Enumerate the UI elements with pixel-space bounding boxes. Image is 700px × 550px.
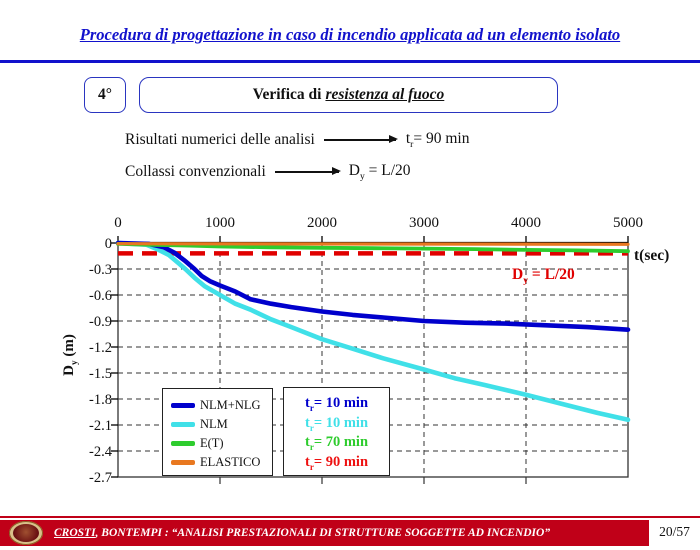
x-tick-label: 2000 bbox=[307, 215, 337, 231]
arrow-right-icon bbox=[275, 171, 339, 173]
y-tick-label: -0.6 bbox=[89, 288, 112, 304]
y-axis-label: $D_y$ (m) bbox=[61, 334, 80, 376]
legend-item bbox=[163, 415, 272, 434]
collapse-label: Collassi convenzionali bbox=[125, 163, 266, 181]
y-tick-label: -2.7 bbox=[89, 470, 112, 486]
legend-line-swatch bbox=[171, 460, 195, 465]
title-divider bbox=[0, 60, 700, 63]
legend-series-name: NLM+NLG bbox=[200, 398, 261, 412]
x-tick-label: 0 bbox=[114, 215, 122, 231]
footer-author: CROSTI bbox=[54, 527, 96, 539]
verification-prefix: Verifica di bbox=[252, 86, 322, 103]
time-legend-item: $t_r= 10$ min bbox=[304, 395, 369, 413]
y-tick-label: -1.8 bbox=[89, 392, 112, 408]
time-legend bbox=[283, 387, 390, 476]
time-legend-item: $t_r= 90$ min bbox=[304, 453, 369, 472]
step-number-box bbox=[84, 77, 126, 113]
y-tick-label: -1.5 bbox=[89, 366, 112, 382]
legend-line-swatch bbox=[171, 403, 195, 408]
x-tick-label: 5000 bbox=[613, 215, 643, 231]
results-label: Risultati numerici delle analisi bbox=[125, 131, 315, 149]
results-value: $t_r= 90$ min bbox=[405, 130, 470, 151]
footer-citation bbox=[54, 520, 550, 546]
collapse-value: $D_y = L/20$ bbox=[348, 162, 411, 183]
verification-emphasis: resistenza al fuoco bbox=[325, 86, 445, 103]
y-tick-label: -0.9 bbox=[89, 314, 112, 330]
y-tick-label: -1.2 bbox=[89, 340, 112, 356]
legend-line-swatch bbox=[171, 441, 195, 446]
page-number: 20/57 bbox=[649, 518, 700, 546]
university-seal-logo bbox=[9, 521, 43, 545]
legend-line-swatch bbox=[171, 422, 195, 427]
seal-inner bbox=[13, 524, 39, 542]
verification-box bbox=[139, 77, 558, 113]
x-axis-title: t(sec) bbox=[634, 247, 670, 264]
step-number: 4° bbox=[98, 86, 112, 103]
intro-line-collapse bbox=[125, 162, 411, 182]
time-legend-item: $t_r= 70$ min bbox=[304, 434, 369, 452]
arrow-right-icon bbox=[324, 139, 396, 141]
series-legend bbox=[162, 388, 273, 476]
time-legend-item: $t_r= 10$ min bbox=[304, 414, 369, 433]
footer-top-line bbox=[0, 516, 700, 518]
y-tick-label: 0 bbox=[104, 236, 112, 252]
intro-line-results bbox=[125, 130, 469, 150]
legend-item bbox=[163, 434, 272, 453]
series-NLM+NLG bbox=[118, 243, 628, 330]
legend-item bbox=[163, 453, 272, 472]
y-tick-label: -2.4 bbox=[89, 444, 112, 460]
y-tick-label: -0.3 bbox=[89, 262, 112, 278]
x-tick-label: 4000 bbox=[511, 215, 541, 231]
legend-series-name: E(T) bbox=[200, 436, 224, 450]
legend-series-name: ELASTICO bbox=[200, 455, 261, 469]
series-ELASTICO bbox=[118, 244, 628, 245]
y-tick-label: -2.1 bbox=[89, 418, 112, 434]
threshold-label: $D_y = L/20$ bbox=[512, 266, 575, 287]
x-tick-label: 3000 bbox=[409, 215, 439, 231]
legend-series-name: NLM bbox=[200, 417, 228, 431]
footer-citation-rest: , BONTEMPI : “ANALISI PRESTAZIONALI DI STRUTTURE SOGGETTE AD INCENDIO” bbox=[95, 527, 551, 539]
x-tick-label: 1000 bbox=[205, 215, 235, 231]
page-title: Procedura di progettazione in caso di incendio applicata ad un elemento isolato bbox=[79, 25, 621, 44]
legend-item bbox=[163, 396, 272, 415]
